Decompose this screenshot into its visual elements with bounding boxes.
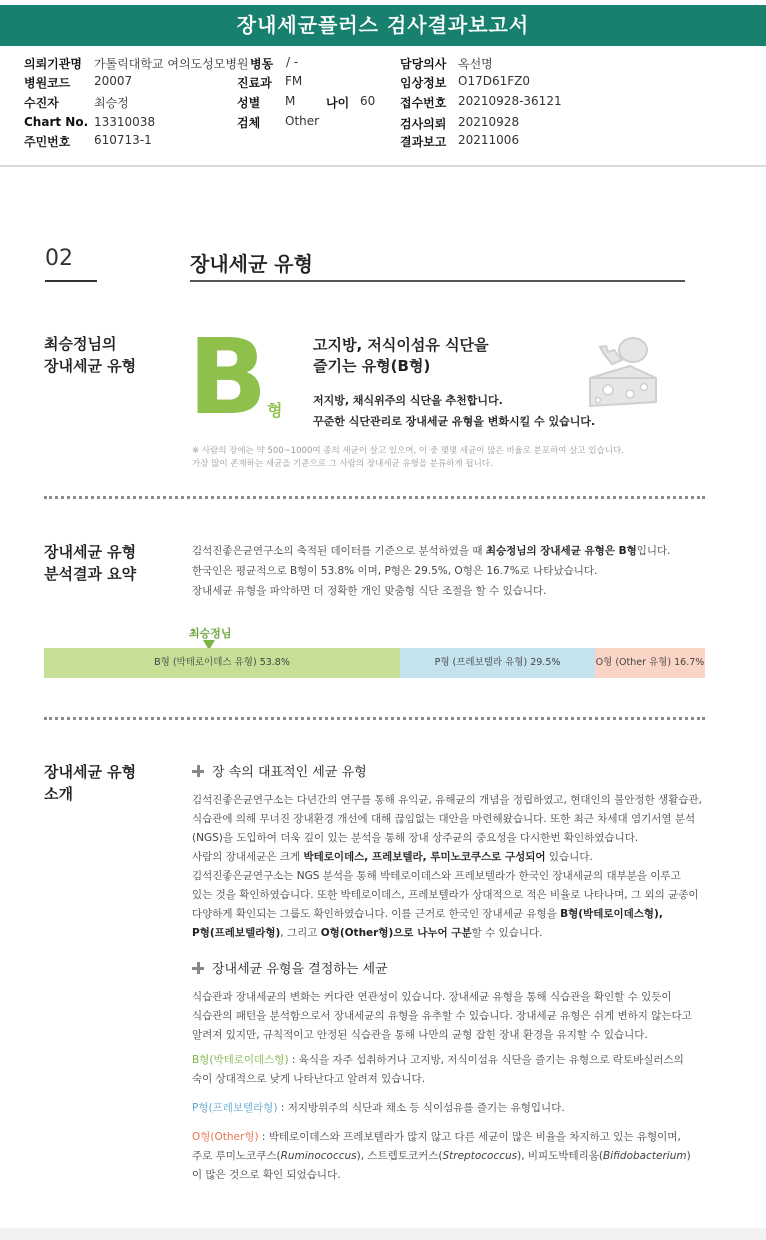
summary-line1-post: 입니다. bbox=[636, 545, 671, 557]
hospital-code-label: 병원코드 bbox=[24, 76, 71, 90]
bar-segment-p: P형 (프레보텔라 유형) 29.5% bbox=[400, 648, 595, 678]
type-letter-suffix: 형 bbox=[267, 401, 283, 420]
examinee-label: 수진자 bbox=[24, 96, 59, 110]
hospital-code-value: 20007 bbox=[94, 74, 133, 88]
intro-p2-line: 식습관의 패턴을 분석함으로서 장내세균의 유형을 유추할 수 있습니다. 장내세균 유형은 쉬게 변하지 않는다고 bbox=[192, 1010, 692, 1022]
type-distribution-bar bbox=[44, 648, 705, 678]
intro-label-line2: 소개 bbox=[44, 785, 73, 803]
receipt-label: 접수번호 bbox=[400, 96, 447, 110]
id-value: 610713-1 bbox=[94, 133, 152, 147]
type-label-line1: 최승정님의 bbox=[44, 335, 117, 353]
type-headline bbox=[313, 335, 553, 377]
clinical-label: 임상정보 bbox=[400, 76, 447, 90]
type-note-line2: 가장 많이 존재하는 세균을 기준으로 그 사람의 장내세균 유형을 분류하게 됩니다. bbox=[192, 459, 493, 469]
patient-marker-label: 최승정님 bbox=[189, 627, 232, 640]
type-desc-line2: 꾸준한 식단관리로 장내세균 유형을 변화시킬 수 있습니다. bbox=[313, 415, 596, 428]
id-label: 주민번호 bbox=[24, 135, 71, 149]
ward-label: 병동 bbox=[250, 57, 274, 71]
sex-label: 성별 bbox=[237, 96, 261, 110]
summary-line3: 장내세균 유형을 파악하면 더 정확한 개인 맞춤형 식단 조절을 할 수 있습니다. bbox=[192, 585, 547, 597]
intro-p1-l4-post: 있습니다. bbox=[545, 851, 593, 863]
intro-p1-line: 김석진좋은균연구소는 NGS 분석을 통해 박테로이데스와 프레보텔라가 한국인 장내세균의 대부분을 이루고 bbox=[192, 870, 681, 882]
o-type-l2-d: ) bbox=[686, 1150, 691, 1162]
result-value: 20211006 bbox=[458, 133, 520, 147]
o-type-line1 bbox=[192, 1128, 712, 1147]
intro-p1-line: 김석진좋은균연구소는 다년간의 연구를 통해 유익균, 유해균의 개념을 정립하였고, 현대인의 불안정한 생활습관, bbox=[192, 794, 702, 806]
intro-p1-line bbox=[192, 905, 712, 924]
intro-p1-line bbox=[192, 924, 712, 943]
intro-p1-l8-bold1: P형(프레보텔라형) bbox=[192, 927, 281, 939]
section-divider bbox=[44, 496, 705, 499]
p-type-description bbox=[192, 1099, 712, 1118]
p-type-title: P형(프레보텔라형) bbox=[192, 1102, 278, 1114]
p-type-line1 bbox=[192, 1099, 712, 1118]
receipt-value: 20210928-36121 bbox=[458, 94, 562, 108]
intro-p1-line: 있는 것을 확인하였습니다. 또한 박테로이데스, 프레보텔라가 상대적으로 적은 비율로 나타나며, 그 외의 균종이 bbox=[192, 889, 699, 901]
intro-p2-line: 식습관과 장내세균의 변화는 커다란 연관성이 있습니다. 장내세균 유형을 통해 식습관을 확인할 수 있듯이 bbox=[192, 991, 672, 1003]
type-headline-line1: 고지방, 저식이섬유 식단을 bbox=[313, 336, 489, 354]
intro-p1-l8-mid: , 그리고 bbox=[280, 927, 321, 939]
intro-p1-l7-bold: B형(박테로이데스형), bbox=[560, 908, 663, 920]
intro-block-label bbox=[44, 761, 136, 805]
doctor-value: 옥선명 bbox=[458, 57, 493, 71]
result-label: 결과보고 bbox=[400, 135, 447, 149]
intro-p1-line: 식습관에 의해 무너진 장내환경 개선에 대해 끊임없는 대안을 마련해왔습니다. 또한 최근 차세대 염기서열 분석 bbox=[192, 813, 696, 825]
ward-value: / - bbox=[286, 55, 299, 69]
request-value: 20210928 bbox=[458, 115, 520, 129]
type-description bbox=[313, 390, 595, 432]
b-type-text: : 육식을 자주 섭취하거나 고지방, 저식이섬유 식단을 즐기는 유형으로 락토바실러스의 bbox=[288, 1054, 684, 1066]
intro-p1-l4-bold: 박테로이데스, 프레보텔라, 루미노코쿠스로 구성되어 bbox=[303, 851, 546, 863]
intro-subheading-2-text: 장내세균 유형을 결정하는 세균 bbox=[212, 962, 388, 977]
intro-subheading-1 bbox=[192, 761, 367, 780]
bar-segment-b: B형 (박테로이데스 유형) 53.8% bbox=[44, 648, 400, 678]
summary-line2: 한국인은 평균적으로 B형이 53.8% 이며, P형은 29.5%, O형은 16.7%로 나타났습니다. bbox=[192, 565, 598, 577]
header-divider bbox=[0, 165, 766, 167]
o-type-l2-a: 주로 루미노코쿠스( bbox=[192, 1150, 281, 1162]
b-type-title: B형(박테로이데스형) bbox=[192, 1054, 289, 1066]
summary-block-label bbox=[44, 541, 136, 585]
p-type-text: : 저지방위주의 식단과 채소 등 식이섬유를 즐기는 유형입니다. bbox=[277, 1102, 565, 1114]
type-letter: B bbox=[188, 316, 264, 438]
examinee-value: 최승정 bbox=[94, 96, 129, 110]
sex-value: M bbox=[285, 94, 296, 108]
summary-line1 bbox=[192, 541, 671, 561]
type-desc-line1: 저지방, 채식위주의 식단을 추천합니다. bbox=[313, 394, 503, 407]
dept-value: FM bbox=[285, 74, 303, 88]
summary-line1-pre: 김석진좋은균연구소의 축적된 데이터를 기준으로 분석하였을 때 bbox=[192, 545, 486, 557]
o-type-l2-i2: Streptococcus bbox=[442, 1150, 518, 1162]
type-footnote bbox=[192, 445, 624, 471]
report-title: 장내세균플러스 검사결과보고서 bbox=[0, 5, 766, 46]
intro-label-line1: 장내세균 유형 bbox=[44, 763, 137, 781]
age-value: 60 bbox=[360, 94, 376, 108]
intro-p2-line: 알려져 있지만, 규칙적이고 안정된 식습관을 통해 나만의 균형 잡힌 장내 환경을 유지할 수 있습니다. bbox=[192, 1029, 648, 1041]
section-number-underline bbox=[45, 280, 97, 282]
section-number: 02 bbox=[45, 246, 73, 271]
o-type-line3: 이 많은 것으로 확인 되었습니다. bbox=[192, 1169, 341, 1181]
summary-label-line2: 분석결과 요약 bbox=[44, 565, 137, 583]
intro-p1-l7-pre: 다양하게 확인되는 그룹도 확인하였습니다. 이를 근거로 한국인 장내세균 유형을 bbox=[192, 908, 561, 920]
summary-line1-bold: 최승정님의 장내세균 유형은 B형 bbox=[485, 545, 637, 557]
type-headline-line2: 즐기는 유형(B형) bbox=[313, 357, 431, 375]
plus-icon bbox=[192, 962, 204, 974]
intro-p1-line: (NGS)을 도입하여 더욱 깊이 있는 분석을 통해 장내 상주균의 중요성을 다시한번 확인하였습니다. bbox=[192, 832, 639, 844]
chart-no-label: Chart No. bbox=[24, 115, 89, 129]
o-type-l2-c: ), 비피도박테리움( bbox=[517, 1150, 604, 1162]
plus-icon bbox=[192, 765, 204, 777]
intro-p1-l8-post: 할 수 있습니다. bbox=[471, 927, 543, 939]
b-type-line1 bbox=[192, 1051, 712, 1070]
b-type-description bbox=[192, 1051, 712, 1089]
cheese-chicken-icon bbox=[586, 330, 658, 414]
bar-segment-o: O형 (Other 유형) 16.7% bbox=[595, 648, 705, 678]
institution-label: 의뢰기관명 bbox=[24, 57, 82, 71]
intro-paragraph-2 bbox=[192, 988, 712, 1045]
o-type-line2 bbox=[192, 1147, 712, 1166]
o-type-l2-i1: Ruminococcus bbox=[280, 1150, 357, 1162]
dept-label: 진료과 bbox=[237, 76, 272, 90]
type-label-line2: 장내세균 유형 bbox=[44, 357, 137, 375]
institution-value: 가톨릭대학교 여의도성모병원 bbox=[94, 57, 249, 71]
intro-subheading-2 bbox=[192, 958, 388, 977]
section-title-underline bbox=[190, 280, 685, 282]
o-type-l2-b: ), 스트렙토코커스( bbox=[356, 1150, 443, 1162]
type-note-line1: ※ 사람의 장에는 약 500~1000여 종의 세균이 살고 있으며, 이 중 몇몇 세균이 많은 비율로 분포하여 살고 있습니다. bbox=[192, 446, 624, 456]
chart-no-value: 13310038 bbox=[94, 115, 156, 129]
intro-p1-line bbox=[192, 848, 712, 867]
o-type-title: O형(Other형) bbox=[192, 1131, 259, 1143]
summary-label-line1: 장내세균 유형 bbox=[44, 543, 137, 561]
age-label: 나이 bbox=[326, 96, 350, 110]
specimen-value: Other bbox=[285, 114, 320, 128]
o-type-description bbox=[192, 1128, 712, 1185]
request-label: 검사의뢰 bbox=[400, 117, 447, 131]
section-title: 장내세균 유형 bbox=[190, 252, 313, 276]
doctor-label: 담당의사 bbox=[400, 57, 447, 71]
specimen-label: 검체 bbox=[237, 116, 261, 130]
o-type-l2-i3: Bifidobacterium bbox=[603, 1150, 687, 1162]
intro-subheading-1-text: 장 속의 대표적인 세균 유형 bbox=[212, 765, 367, 780]
clinical-value: O17D61FZ0 bbox=[458, 74, 530, 88]
intro-p1-l4-pre: 사람의 장내세균은 크게 bbox=[192, 851, 304, 863]
intro-p1-l8-bold2: O형(Other형)으로 나누어 구분 bbox=[320, 927, 472, 939]
section-divider bbox=[44, 717, 705, 720]
o-type-text: : 박테로이데스와 프레보텔라가 많지 않고 다른 세균이 많은 비율을 차지하고 있는 유형이며, bbox=[258, 1131, 681, 1143]
summary-text bbox=[192, 541, 671, 601]
type-block-label bbox=[44, 333, 136, 377]
intro-paragraph-1 bbox=[192, 791, 712, 943]
b-type-line2: 숙이 상대적으로 낮게 나타난다고 알려져 있습니다. bbox=[192, 1073, 426, 1085]
